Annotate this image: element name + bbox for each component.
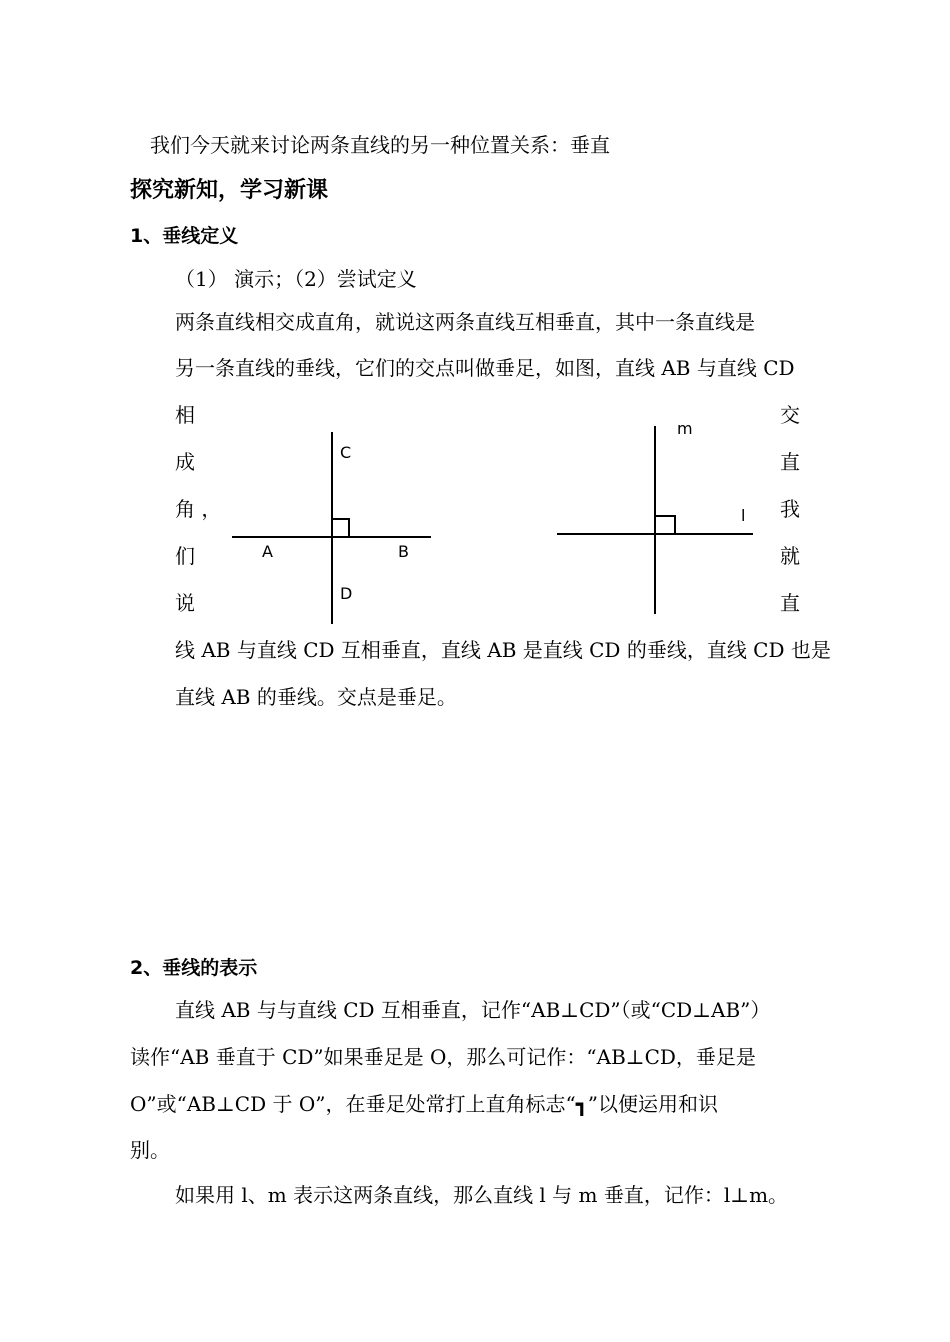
notation-line3-end: ”以便运用和识 <box>587 1092 718 1116</box>
side-char-left: 说 <box>175 591 195 615</box>
label-l: l <box>741 506 746 525</box>
side-char-left: 相 <box>175 403 195 427</box>
notation-line1: 直线 AB 与与直线 CD 互相垂直，记作“AB⊥CD”（或“CD⊥AB”） <box>175 998 771 1022</box>
side-char-right: 直 <box>780 450 800 474</box>
right-angle-mark <box>332 519 349 537</box>
label-d: D <box>340 584 353 603</box>
notation-line4: 别。 <box>130 1138 170 1162</box>
side-char-left: 角 ， <box>175 497 222 521</box>
figure-ab-cd <box>228 428 438 628</box>
definition-para-line4: 直线 AB 的垂线。交点是垂足。 <box>175 685 457 709</box>
notation-line3 <box>130 1092 718 1116</box>
side-char-right: 就 <box>780 544 800 568</box>
side-char-left: 们 <box>175 544 195 568</box>
label-m: m <box>677 419 693 438</box>
label-b: B <box>398 542 409 561</box>
definition-heading: 1、垂线定义 <box>130 225 239 247</box>
side-char-right: 直 <box>780 591 800 615</box>
section-title: 探究新知，学习新课 <box>130 178 329 203</box>
notation-heading: 2、垂线的表示 <box>130 957 258 979</box>
definition-para-line2: 另一条直线的垂线，它们的交点叫做垂足，如图，直线 AB 与直线 CD <box>175 356 795 380</box>
notation-line3-start: O”或“AB⊥CD 于 O”，在垂足处常打上直角标志“ <box>130 1092 576 1116</box>
side-char-left: 成 <box>175 450 195 474</box>
notation-line5: 如果用 l、m 表示这两条直线，那么直线 l 与 m 垂直，记作：l⊥m。 <box>175 1183 789 1207</box>
definition-para-line3: 线 AB 与直线 CD 互相垂直，直线 AB 是直线 CD 的垂线，直线 CD 也是 <box>175 638 831 662</box>
intro-text: 我们今天就来讨论两条直线的另一种位置关系：垂直 <box>150 133 610 157</box>
label-c: C <box>340 443 352 462</box>
side-char-right: 交 <box>780 403 800 427</box>
side-char-right: 我 <box>780 497 800 521</box>
right-angle-symbol: ┓ <box>575 1092 588 1116</box>
label-a: A <box>262 542 273 561</box>
definition-para-line1: 两条直线相交成直角，就说这两条直线互相垂直，其中一条直线是 <box>175 310 755 334</box>
figure-l-m <box>553 419 758 618</box>
notation-line2: 读作“AB 垂直于 CD”如果垂足是 O，那么可记作：“AB⊥CD，垂足是 <box>130 1045 756 1069</box>
definition-steps: （1） 演示；（2）尝试定义 <box>175 267 417 291</box>
right-angle-mark <box>655 516 675 534</box>
